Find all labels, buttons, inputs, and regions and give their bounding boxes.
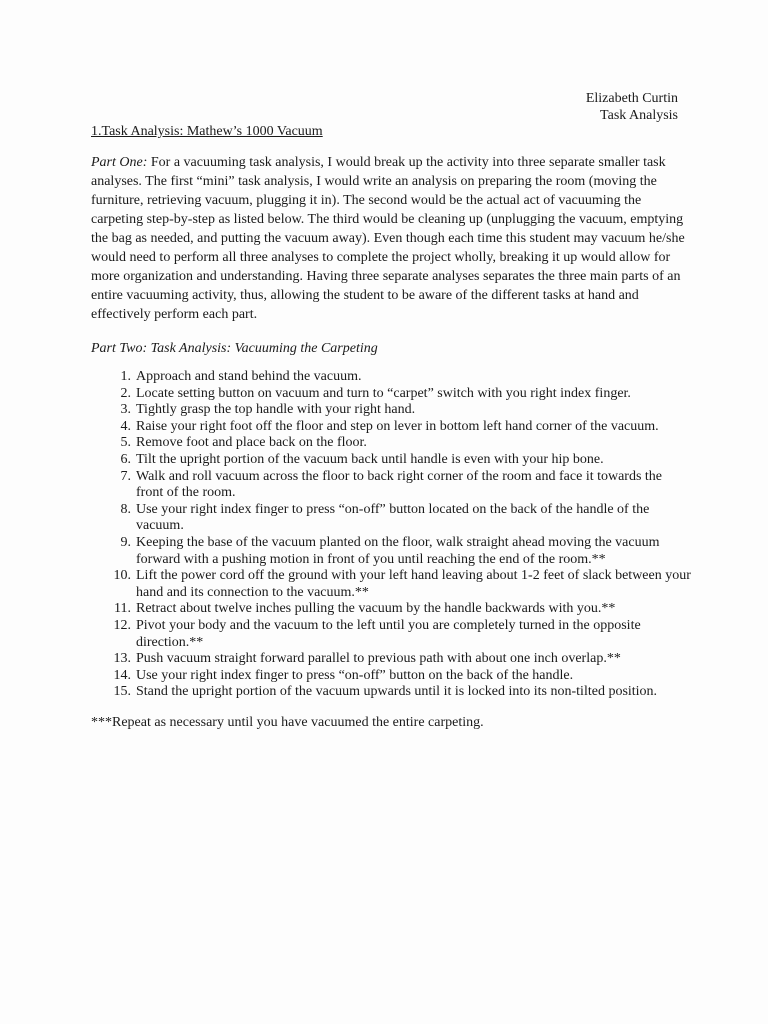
step-text: Approach and stand behind the vacuum. xyxy=(136,369,362,384)
author-name: Elizabeth Curtin xyxy=(585,91,678,106)
step-number: 1. xyxy=(120,369,131,384)
repeat-note: ***Repeat as necessary until you have vacuumed the entire carpeting. xyxy=(91,715,484,730)
step-item xyxy=(91,668,691,685)
step-number: 6. xyxy=(120,451,131,467)
step-number: 10. xyxy=(113,568,131,584)
step-number: 8. xyxy=(120,501,131,517)
step-item xyxy=(91,402,691,419)
document-header xyxy=(586,90,678,124)
step-number: 5. xyxy=(120,435,131,451)
step-number: 3. xyxy=(120,402,131,418)
step-item xyxy=(91,618,691,651)
step-number: 4. xyxy=(120,418,131,434)
step-item xyxy=(91,502,691,535)
step-number: 15. xyxy=(113,684,131,700)
step-text: Tilt the upright portion of the vacuum back until handle is even with your hip bone. xyxy=(136,451,604,467)
step-text: Use your right index finger to press “on-off” button on the back of the handle. xyxy=(136,667,574,683)
step-text: Retract about twelve inches pulling the vacuum by the handle backwards with you.** xyxy=(136,601,616,617)
step-text: Lift the power cord off the ground with your left hand leaving about 1-2 feet of slack between your hand and its connection to the vacuum.** xyxy=(136,568,691,600)
step-text: Stand the upright portion of the vacuum upwards until it is locked into its non-tilted position. xyxy=(136,684,658,700)
step-item xyxy=(91,684,691,701)
step-text: Raise your right foot off the floor and step on lever in bottom left hand corner of the vacuum. xyxy=(136,418,659,434)
step-item xyxy=(91,419,691,436)
step-item xyxy=(91,386,691,403)
step-text: Use your right index finger to press “on-off” button located on the back of the handle of the vacuum. xyxy=(136,501,650,534)
step-number: 12. xyxy=(113,617,131,633)
step-item xyxy=(91,651,691,668)
step-text: Walk and roll vacuum across the floor to back right corner of the room and face it towards the front of the room. xyxy=(136,468,663,501)
step-text: Pivot your body and the vacuum to the left until you are completely turned in the opposite direction.** xyxy=(136,617,641,650)
step-text: Remove foot and place back on the floor. xyxy=(136,435,367,451)
steps-list xyxy=(91,369,691,701)
step-text: Push vacuum straight forward parallel to previous path with about one inch overlap.** xyxy=(136,651,621,667)
step-text: Keeping the base of the vacuum planted on the floor, walk straight ahead moving the vacuum forward with a pushing motion in front of you until reaching the end of the room.** xyxy=(136,534,660,567)
step-number: 7. xyxy=(120,468,131,484)
step-item xyxy=(91,568,691,601)
part-one-label: Part One: xyxy=(91,155,148,170)
step-text: Tightly grasp the top handle with your right hand. xyxy=(136,402,416,418)
part-one-text: For a vacuuming task analysis, I would break up the activity into three separate smaller task analyses. The first “mini” task analysis, I would write an analysis on preparing the room (moving the furniture, retrieving vacuum, plugging it in). The second would be the actual act of vacuuming the carpeting step-by-step as listed below. The third would be cleaning up (unplugging the vacuum, emptying the bag as needed, and putting the vacuum away). Even though each time this student may vacuum he/she would need to perform all three analyses to complete the project wholly, breaking it up would allow for more organization and understanding. Having three separate analyses separates the three main parts of an entire vacuuming activity, thus, allowing the student to be aware of the different tasks at hand and effectively perform each part. xyxy=(91,155,685,322)
step-item xyxy=(91,452,691,469)
step-number: 14. xyxy=(113,667,131,683)
step-number: 2. xyxy=(120,385,131,401)
step-item xyxy=(91,369,691,386)
step-item xyxy=(91,469,691,502)
step-number: 9. xyxy=(120,534,131,550)
step-number: 13. xyxy=(113,651,131,667)
step-item xyxy=(91,535,691,568)
step-item xyxy=(91,435,691,452)
part-one-paragraph xyxy=(91,153,691,324)
step-number: 11. xyxy=(114,601,131,617)
document-subject: Task Analysis xyxy=(600,108,678,123)
part-two-heading: Part Two: Task Analysis: Vacuuming the Carpeting xyxy=(91,341,378,356)
document-title: 1.Task Analysis: Mathew’s 1000 Vacuum xyxy=(91,124,323,139)
step-text: Locate setting button on vacuum and turn to “carpet” switch with you right index finger. xyxy=(136,385,631,401)
step-item xyxy=(91,601,691,618)
